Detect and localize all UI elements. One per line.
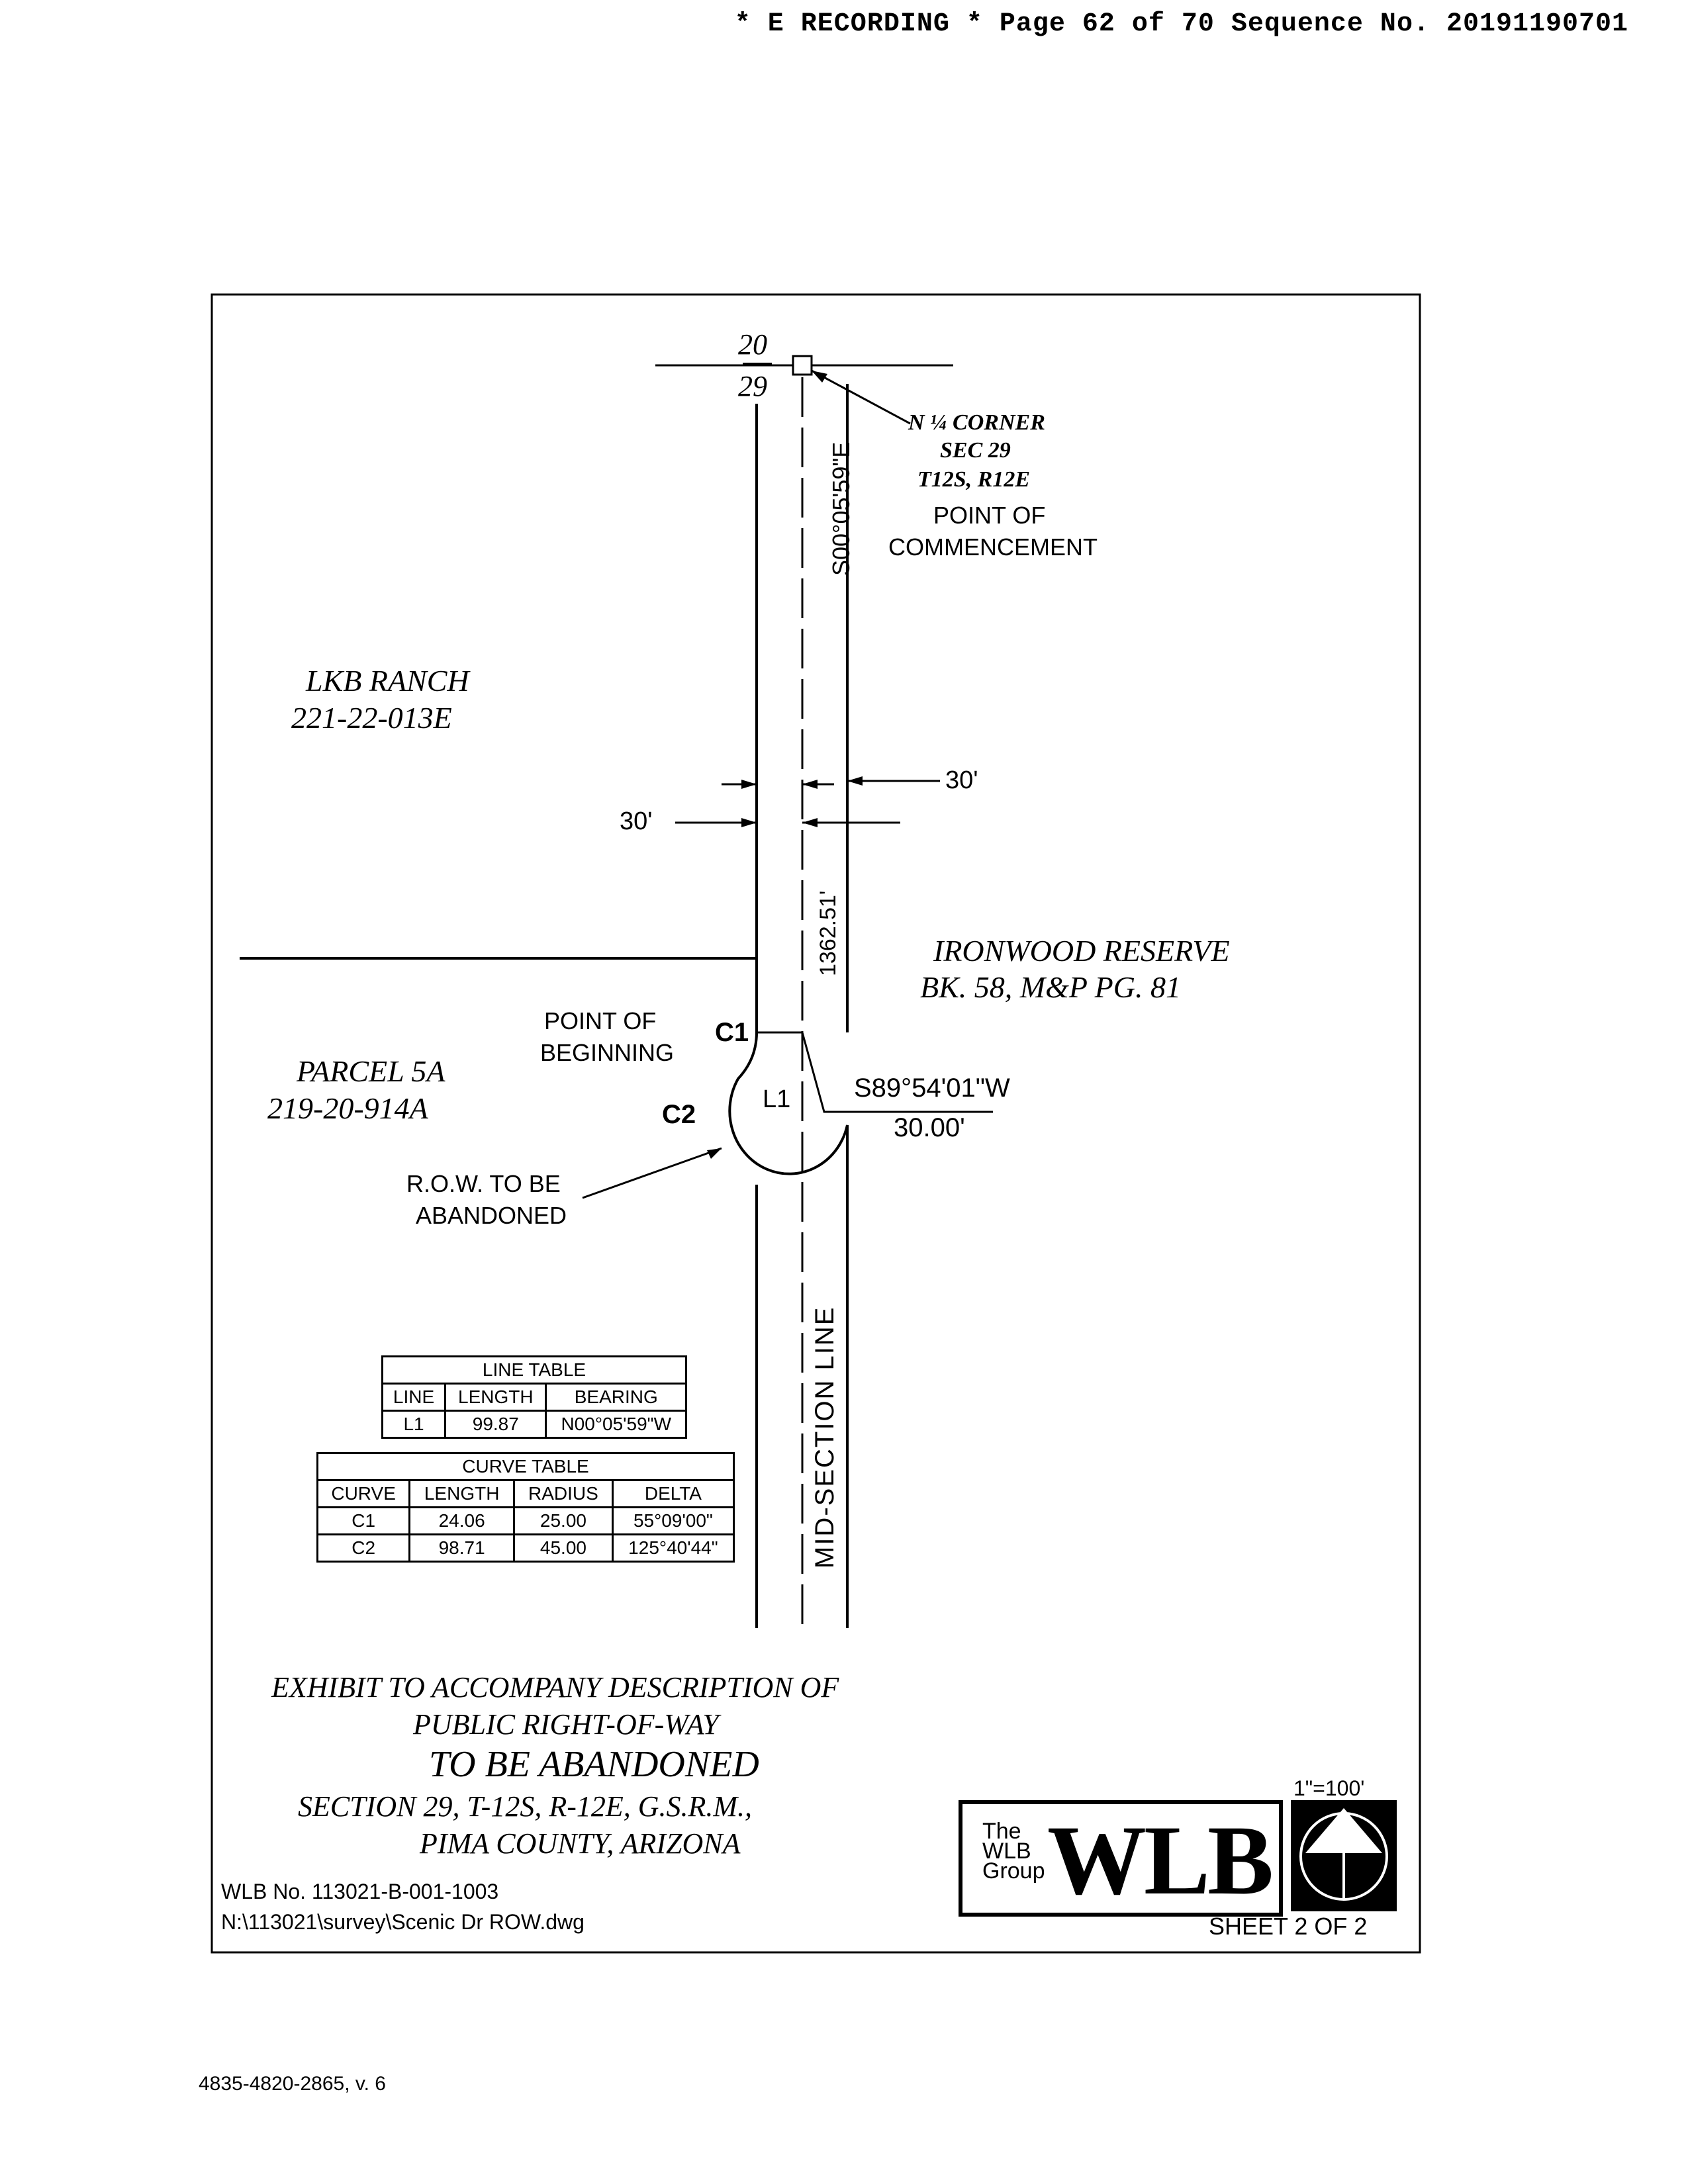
commencement-leader [812,371,910,424]
commencement-line4: POINT OF [933,502,1046,529]
title-line2: PUBLIC RIGHT-OF-WAY [413,1708,719,1741]
width-right-label: 30' [945,766,978,794]
row-leader [583,1148,722,1198]
document-id: 4835-4820-2865, v. 6 [199,2073,386,2095]
line-table-header: LINE [383,1384,445,1411]
line-table-cell: L1 [383,1411,445,1438]
dim-arrow-right-c [847,776,863,786]
mid-section-label: MID-SECTION LINE [810,1306,839,1569]
row-line2: ABANDONED [416,1202,567,1229]
tie-bearing: S89°54'01"W [854,1073,1010,1103]
commencement-line3: T12S, R12E [917,467,1031,492]
curve-table-cell: C1 [318,1508,410,1535]
logo-group: Group [982,1858,1045,1884]
beginning-line2: BEGINNING [540,1039,675,1066]
corner-monument [793,356,812,375]
north-arrow-icon [1291,1800,1397,1911]
width-left-label: 30' [620,807,653,835]
title-line5: PIMA COUNTY, ARIZONA [420,1827,741,1860]
table-row [318,1535,734,1562]
scale-label: 1"=100' [1293,1776,1365,1800]
table-row [383,1411,686,1438]
curve-table-cell: 98.71 [410,1535,514,1562]
north-bearing: S00°05'59"E [827,441,855,576]
ironwood-ref: BK. 58, M&P PG. 81 [920,970,1181,1004]
curve-table-cell: C2 [318,1535,410,1562]
dim-arrow-left-a [741,780,757,789]
parcel-5a-name: PARCEL 5A [297,1054,445,1088]
logo-small-text [982,1819,1045,1884]
line-table-header: LENGTH [445,1384,546,1411]
title-line1: EXHIBIT TO ACCOMPANY DESCRIPTION OF [271,1671,839,1704]
curve-c1-label: C1 [715,1018,749,1047]
wlb-logo [959,1800,1283,1917]
sheet-number: SHEET 2 OF 2 [1209,1913,1368,1940]
curve-table [316,1452,735,1563]
north-distance: 1362.51' [816,890,841,976]
dim-arrow-right-b [802,818,818,827]
title-line4: SECTION 29, T-12S, R-12E, G.S.R.M., [298,1790,753,1823]
lkb-ranch-name: LKB RANCH [306,664,469,698]
line-table-header: BEARING [546,1384,686,1411]
dim-arrow-right-a [741,818,757,827]
file-path: N:\113021\survey\Scenic Dr ROW.dwg [221,1910,585,1934]
line-l1-label: L1 [763,1085,791,1113]
curve-table-header: LENGTH [410,1480,514,1508]
recording-header: * E RECORDING * Page 62 of 70 Sequence No. 20191190701 [734,9,1628,39]
parcel-5a-id: 219-20-914A [267,1091,428,1125]
beginning-line1: POINT OF [544,1007,657,1034]
curve-table-cell: 125°40'44" [612,1535,733,1562]
line-table [381,1355,687,1439]
curve-table-header: RADIUS [514,1480,613,1508]
commencement-arrow [812,371,827,383]
curve-table-title: CURVE TABLE [318,1453,734,1480]
lkb-ranch-id: 221-22-013E [291,701,452,735]
curve-table-cell: 45.00 [514,1535,613,1562]
curve-table-header: DELTA [612,1480,733,1508]
logo-wlb-big: WLB [1047,1805,1272,1915]
section-divider [743,363,772,365]
logo-the: The [982,1819,1021,1844]
line-table-cell: N00°05'59"W [546,1411,686,1438]
row-arrow [707,1148,722,1159]
curve-table-header: CURVE [318,1480,410,1508]
commencement-line1: N ¼ CORNER [908,410,1045,435]
dim-arrow-left-b [802,780,818,789]
curve-table-cell: 55°09'00" [612,1508,733,1535]
line-table-title: LINE TABLE [383,1357,686,1384]
curve-c2-label: C2 [662,1100,696,1129]
curve-table-cell: 25.00 [514,1508,613,1535]
tie-distance: 30.00' [894,1113,965,1142]
commencement-line2: SEC 29 [940,438,1011,463]
section-20-label: 20 [738,328,767,361]
title-line3: TO BE ABANDONED [429,1744,759,1785]
section-29-label: 29 [738,370,767,402]
row-line1: R.O.W. TO BE [406,1170,561,1197]
job-number: WLB No. 113021-B-001-1003 [221,1880,499,1903]
ironwood-name: IRONWOOD RESERVE [933,934,1230,968]
logo-wlb-small: WLB [982,1839,1031,1864]
commencement-line5: COMMENCEMENT [888,533,1098,561]
curve-table-cell: 24.06 [410,1508,514,1535]
table-row [318,1508,734,1535]
line-table-cell: 99.87 [445,1411,546,1438]
